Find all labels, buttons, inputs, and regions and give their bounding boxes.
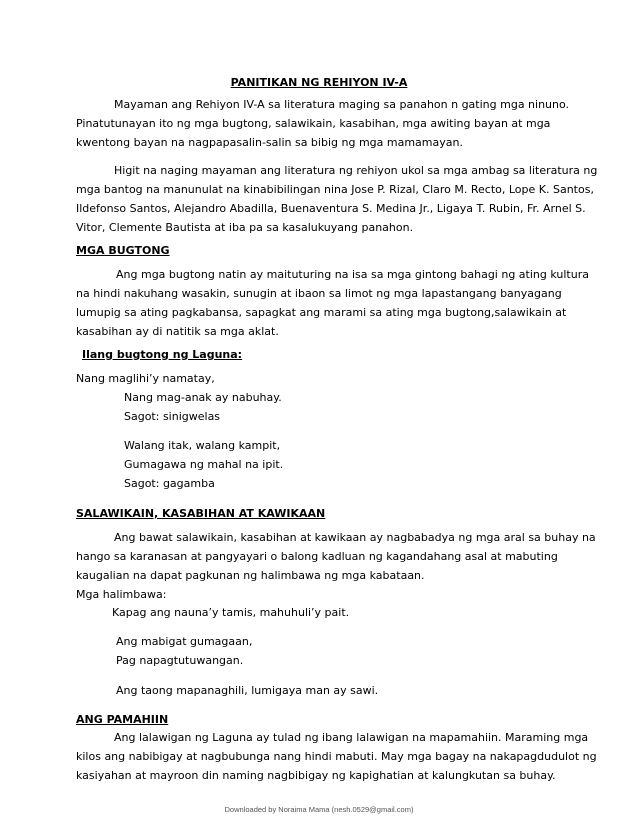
paragraph-line: mga bantog na manunulat na kinabibilingan nina Jose P. Rizal, Claro M. Recto, Lope K. Santos, xyxy=(76,183,594,196)
riddle-line: Walang itak, walang kampit, xyxy=(124,439,281,452)
paragraph-line: kasabihan ay di natitik sa mga aklat. xyxy=(76,325,279,338)
riddle-answer: Sagot: gagamba xyxy=(124,477,215,490)
paragraph-line: kwentong bayan na nagpapasalin-salin sa bibig ng mga mamamayan. xyxy=(76,136,463,149)
paragraph-line: kaugalian na dapat pagkunan ng halimbawa ng mga kabataan. xyxy=(76,569,425,582)
riddle-answer: Sagot: sinigwelas xyxy=(124,410,221,423)
proverb-line: Ang taong mapanaghili, lumigaya man ay sawi. xyxy=(116,684,379,697)
section-heading-salawikain: SALAWIKAIN, KASABIHAN AT KAWIKAAN xyxy=(76,507,326,520)
paragraph-line: lumupig sa ating pagkabansa, sapagkat ang marami sa ating mga bugtong,salawikain at xyxy=(76,306,567,319)
paragraph-line: Pinatutunayan ito ng mga bugtong, salawikain, kasabihan, mga awiting bayan at mga xyxy=(76,117,551,130)
proverb-line: Pag napagtutuwangan. xyxy=(116,654,244,667)
examples-label: Mga halimbawa: xyxy=(76,588,167,601)
riddle-line: Nang maglihi’y namatay, xyxy=(76,372,215,385)
paragraph-line: Ang bawat salawikain, kasabihan at kawikaan ay nagbabadya ng mga aral sa buhay na xyxy=(114,531,596,544)
paragraph-line: hango sa karanasan at pangyayari o balong kadluan ng kagandahang asal at mabuting xyxy=(76,550,558,563)
paragraph-line: Ang mga bugtong natin ay maituturing na isa sa mga gintong bahagi ng ating kultura xyxy=(116,268,589,281)
download-footer: Downloaded by Noraima Mama (nesh.0529@gmail.com) xyxy=(224,805,414,814)
page-title: PANITIKAN NG REHIYON IV-A xyxy=(230,76,408,89)
paragraph-line: kasiyahan at mayroon din naming nagbibigay ng kapighatian at kalungkutan sa buhay. xyxy=(76,769,556,782)
subheading-laguna-riddles: Ilang bugtong ng Laguna: xyxy=(82,348,243,361)
paragraph-line: Ildefonso Santos, Alejandro Abadilla, Buenaventura S. Medina Jr., Ligaya T. Rubin, Fr. Arnel S. xyxy=(76,202,586,215)
paragraph-line: Mayaman ang Rehiyon IV-A sa literatura maging sa panahon n gating mga ninuno. xyxy=(114,98,570,111)
paragraph-line: Ang lalawigan ng Laguna ay tulad ng ibang lalawigan na mapamahiin. Maraming mga xyxy=(114,731,589,744)
paragraph-line: na hindi nakuhang wasakin, sunugin at ibaon sa limot ng mga lapastangang banyagang xyxy=(76,287,562,300)
paragraph-line: kilos ang nabibigay at nagbubunga nang hindi mabuti. May mga bagay na nakapagdudulot ng xyxy=(76,750,597,763)
riddle-line: Gumagawa ng mahal na ipit. xyxy=(124,458,284,471)
paragraph-line: Vitor, Clemente Bautista at iba pa sa kasalukuyang panahon. xyxy=(76,221,414,234)
section-heading-pamahiin: ANG PAMAHIIN xyxy=(76,713,169,726)
proverb-line: Ang mabigat gumagaan, xyxy=(116,635,253,648)
proverb-line: Kapag ang nauna’y tamis, mahuhuli’y pait. xyxy=(112,606,350,619)
paragraph-line: Higit na naging mayaman ang literatura ng rehiyon ukol sa mga ambag sa literatura ng xyxy=(114,164,598,177)
section-heading-bugtong: MGA BUGTONG xyxy=(76,244,170,257)
riddle-line: Nang mag-anak ay nabuhay. xyxy=(124,391,282,404)
